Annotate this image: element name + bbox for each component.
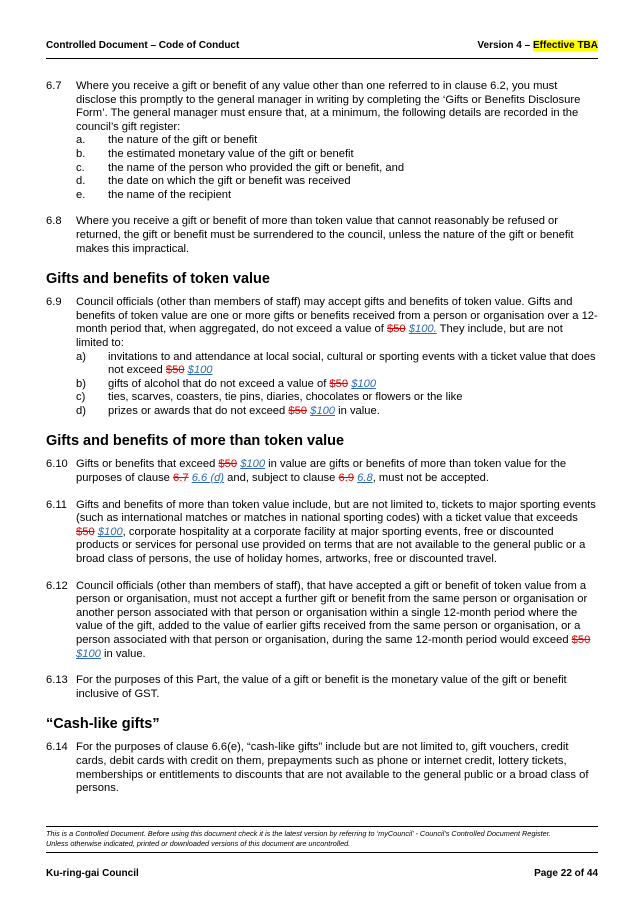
clause-number: 6.7 — [46, 80, 62, 92]
list-text: the estimated monetary value of the gift or benefit — [108, 147, 354, 160]
clause-text — [76, 458, 598, 485]
footer-rule — [46, 826, 598, 827]
text-run: Gifts and benefits of more than token value include, but are not limited to, tickets to major sporting events (such as international matches or matches in national sporting codes) with a ticket value that exceeds — [76, 498, 596, 525]
text-run: prizes or awards that do not exceed — [108, 404, 289, 417]
document-title: Controlled Document – Code of Conduct — [46, 40, 240, 51]
list-letter: b) — [76, 377, 86, 390]
list-item — [76, 391, 598, 405]
page-number: Page 22 of 44 — [534, 868, 598, 879]
inserted-text: $100 — [97, 525, 123, 538]
list-letter: a) — [76, 350, 86, 363]
clause-text — [76, 296, 598, 350]
list-item — [76, 134, 598, 148]
inserted-text: $100 — [351, 377, 377, 390]
list-item — [76, 148, 598, 162]
clause-6-8 — [46, 215, 598, 256]
clause-6-14 — [46, 741, 598, 795]
text-run: in value are gifts or benefits of more than token value for the purposes of clause — [76, 458, 567, 485]
clause-number: 6.14 — [46, 741, 68, 754]
clause-text: For the purposes of clause 6.6(e), “cash-like gifts” include but are not limited to, gift vouchers, credit cards, debit cards with credit on them, prepayments such as phone or internet credit, lottery tickets, memberships or entitlements to discounts that are not available to the general public or a broad class of persons. — [76, 741, 589, 795]
inserted-text: $100. — [408, 323, 437, 336]
text-run: and, subject to clause — [224, 472, 339, 485]
list-text: the date on which the gift or benefit was received — [108, 175, 351, 188]
inserted-text: $100 — [76, 647, 101, 660]
footer-rule-lower — [46, 852, 598, 853]
text-run: , must not be accepted. — [372, 472, 490, 485]
list-item — [76, 175, 598, 189]
clause-text — [76, 580, 598, 662]
clause-6-11 — [46, 499, 598, 567]
inserted-text: 6.8 — [357, 472, 373, 485]
clause-6-10 — [46, 458, 598, 485]
text-run: in value. — [335, 404, 380, 417]
effective-date-highlight: Effective TBA — [532, 40, 598, 51]
list-item — [76, 378, 598, 392]
notice-line: Unless otherwise indicated, printed or downloaded versions of this document are uncontrolled. — [46, 838, 351, 848]
clause-number: 6.9 — [46, 296, 62, 309]
list-letter: d) — [76, 404, 86, 417]
inserted-text: 6.6 (d) — [191, 472, 225, 485]
text-run: gifts of alcohol that do not exceed a value of — [108, 377, 330, 390]
list-item — [76, 405, 598, 419]
inserted-text: $100 — [310, 404, 336, 417]
list-item — [76, 351, 598, 378]
header-rule — [46, 58, 598, 59]
inserted-text: $100 — [240, 458, 266, 471]
deleted-text: 6.7 — [173, 472, 189, 485]
deleted-text: 6.9 — [338, 472, 355, 485]
list-item — [76, 162, 598, 176]
controlled-document-notice — [46, 829, 598, 848]
list-letter: c) — [76, 391, 86, 404]
clause-6-12 — [46, 580, 598, 662]
text-run: Gifts or benefits that exceed — [76, 458, 219, 471]
heading-more-than-token: Gifts and benefits of more than token value — [46, 433, 345, 450]
heading-cash-like-gifts: “Cash-like gifts” — [46, 716, 160, 733]
deleted-text: $50 — [386, 323, 406, 336]
list-letter: c. — [76, 161, 85, 174]
heading-token-value: Gifts and benefits of token value — [46, 271, 270, 288]
clause-number: 6.8 — [46, 215, 62, 228]
clause-text: Where you receive a gift or benefit of any value other than one referred to in clause 6.2, you must disclose this promptly to the general manager in writing by completing the ‘Gifts or Benefits Disclosure Form’. The general manager must ensure that, at a minimum, the following details are recorded in the council’s gift register: — [76, 80, 581, 133]
document-body — [46, 80, 598, 796]
clause-6-13 — [46, 674, 598, 701]
list-letter: a. — [76, 134, 86, 147]
clause-text: Where you receive a gift or benefit of more than token value that cannot reasonably be refused or returned, the gift or benefit must be surrendered to the council, unless the nature of the gift or benefit makes this impractical. — [76, 215, 574, 255]
deleted-text: $50 — [165, 364, 185, 377]
list-letter: d. — [76, 175, 86, 188]
list-text: the name of the recipient — [108, 188, 232, 201]
clause-number: 6.11 — [46, 498, 67, 511]
text-run: invitations to and attendance at local social, cultural or sporting events with a ticket value that does not exceed — [108, 350, 596, 377]
deleted-text: $50 — [76, 525, 95, 538]
text-run: ties, scarves, coasters, tie pins, diaries, chocolates or flowers or the like — [108, 391, 463, 404]
text-run: in value. — [100, 647, 146, 660]
list-letter: e. — [76, 188, 86, 201]
text-run: Council officials (other than members of staff) may accept gifts and benefits of token value. Gifts and benefits of token value are one or more gifts or benefits received from a person or organisation over a 12-month period that, when aggregated, do not exceed a value of — [76, 296, 598, 336]
clause-text — [76, 499, 598, 567]
clause-6-9 — [46, 296, 598, 418]
text-run: , corporate hospitality at a corporate facility at major sporting events, free or discounted products or services for personal use provided on terms that are not available to the general public or a broad class of persons, the use of holiday homes, artworks, free or discounted travel. — [76, 525, 586, 566]
text-run: They include, but are not limited to: — [76, 323, 563, 349]
clause-6-7 — [46, 80, 598, 202]
clause-text: For the purposes of this Part, the value of a gift or benefit is the monetary value of the gift or benefit inclusive of GST. — [76, 674, 567, 700]
page-header — [46, 40, 598, 56]
text-run: Council officials (other than members of staff), that have accepted a gift or benefit of token value from a person or organisation, must not accept a further gift or benefit from the same person or organisation or another person associated with that person or organisation within a single 12-month period where the value of the gift, added to the value of earlier gifts received from the same person or organisation, or a person associated with that person or organisation, during the same 12-month period would exceed — [76, 579, 588, 646]
deleted-text: $50 — [329, 377, 349, 390]
list-text: the name of the person who provided the gift or benefit, and — [108, 161, 405, 174]
deleted-text: $50 — [218, 458, 238, 471]
clause-number: 6.10 — [46, 458, 68, 471]
clause-number: 6.12 — [46, 579, 68, 592]
clause-number: 6.13 — [46, 674, 68, 687]
list-letter: b. — [76, 147, 86, 160]
organisation-name: Ku-ring-gai Council — [46, 868, 139, 879]
inserted-text: $100 — [187, 364, 213, 377]
notice-line: This is a Controlled Document. Before using this document check it is the latest version by referring to ‘myCouncil’ - Council’s Controlled Document Register. — [46, 829, 551, 838]
deleted-text: $50 — [571, 634, 591, 646]
version-label — [477, 40, 598, 51]
list-text: the nature of the gift or benefit — [108, 134, 258, 147]
version-prefix: Version 4 – — [477, 40, 533, 51]
deleted-text: $50 — [288, 404, 308, 417]
list-item — [76, 189, 598, 203]
